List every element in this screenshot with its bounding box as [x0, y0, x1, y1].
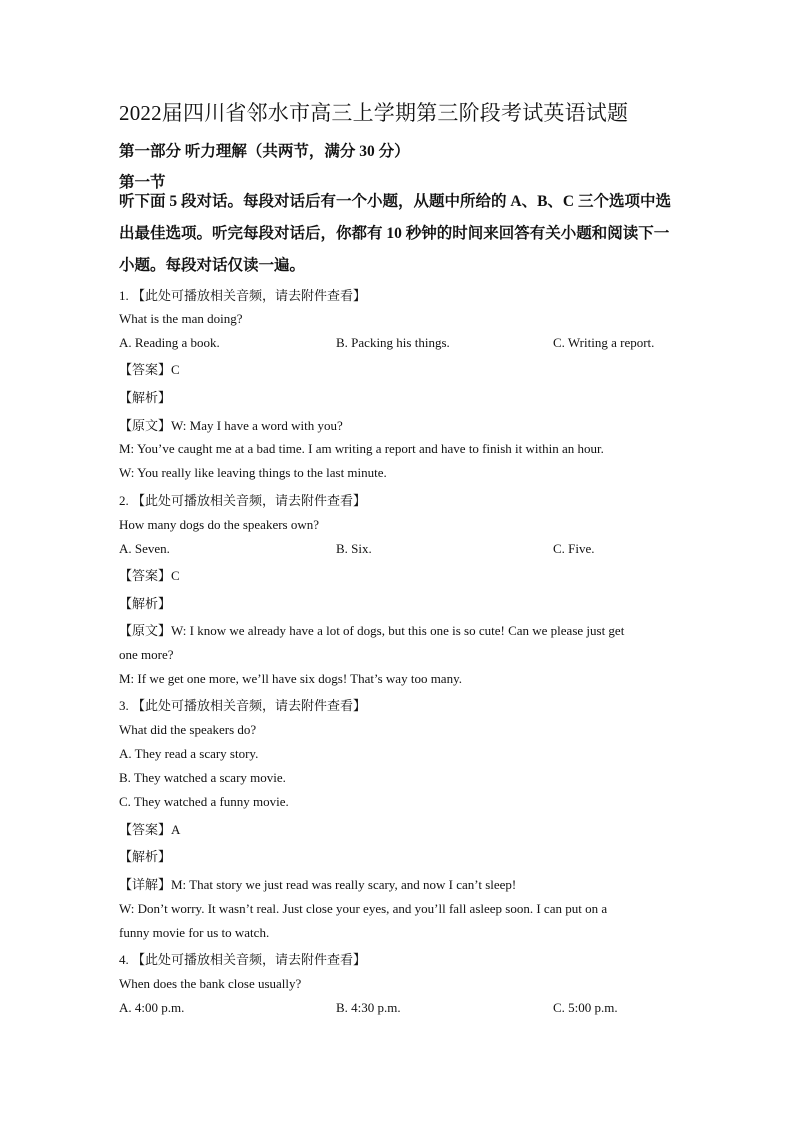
question-1-option-a: A. Reading a book. [119, 335, 220, 350]
question-1-option-c: C. Writing a report. [553, 335, 655, 350]
question-2-analysis: 【解析】 [119, 596, 172, 611]
question-3-prompt: What did the speakers do? [119, 722, 257, 737]
question-3-analysis: 【解析】 [119, 849, 172, 864]
question-3-answer: 【答案】A [119, 822, 181, 837]
question-1-header: 1. 【此处可播放相关音频，请去附件查看】 [119, 288, 367, 303]
part-heading: 第一部分 听力理解（共两节，满分 30 分） [119, 143, 410, 160]
question-1-answer: 【答案】C [119, 362, 180, 377]
question-2-option-a: A. Seven. [119, 541, 170, 556]
question-2-transcript-line: one more? [119, 647, 174, 662]
question-4-option-b: B. 4:30 p.m. [336, 1000, 401, 1015]
question-2-header: 2. 【此处可播放相关音频，请去附件查看】 [119, 493, 367, 508]
page-title: 2022届四川省邻水市高三上学期第三阶段考试英语试题 [119, 101, 629, 125]
question-4-option-a: A. 4:00 p.m. [119, 1000, 185, 1015]
question-2-answer: 【答案】C [119, 568, 180, 583]
question-3-option-c: C. They watched a funny movie. [119, 794, 289, 809]
instructions: 听下面 5 段对话。每段对话后有一个小题，从题中所给的 A、B、C 三个选项中选出最佳选项。听完每段对话后，你都有 10 秒钟的时间来回答有关小题和阅读下一小题。每段对话仅读一遍。 [119, 193, 671, 274]
question-1-transcript-line: 【原文】W: May I have a word with you? [119, 418, 343, 433]
question-2-transcript-line: M: If we get one more, we’ll have six dogs! That’s way too many. [119, 671, 462, 686]
question-2-option-b: B. Six. [336, 541, 372, 556]
question-4-option-c: C. 5:00 p.m. [553, 1000, 618, 1015]
question-1-prompt: What is the man doing? [119, 311, 243, 326]
question-2-prompt: How many dogs do the speakers own? [119, 517, 320, 532]
section-heading: 第一节 [119, 174, 166, 191]
question-2-transcript-line: 【原文】W: I know we already have a lot of dogs, but this one is so cute! Can we please just get [119, 623, 625, 638]
question-2-option-c: C. Five. [553, 541, 595, 556]
question-3-transcript-line: funny movie for us to watch. [119, 925, 270, 940]
question-1-transcript-line: M: You’ve caught me at a bad time. I am writing a report and have to finish it within an hour. [119, 441, 604, 456]
question-1-transcript-line: W: You really like leaving things to the last minute. [119, 465, 387, 480]
question-3-transcript-line: W: Don’t worry. It wasn’t real. Just close your eyes, and you’ll fall asleep soon. I can put on a [119, 901, 608, 916]
question-1-option-b: B. Packing his things. [336, 335, 450, 350]
question-4-prompt: When does the bank close usually? [119, 976, 302, 991]
question-3-transcript-line: 【详解】M: That story we just read was really scary, and now I can’t sleep! [119, 877, 517, 892]
question-3-option-b: B. They watched a scary movie. [119, 770, 286, 785]
question-1-analysis: 【解析】 [119, 390, 172, 405]
question-3-option-a: A. They read a scary story. [119, 746, 259, 761]
question-4-header: 4. 【此处可播放相关音频，请去附件查看】 [119, 952, 367, 967]
question-3-header: 3. 【此处可播放相关音频，请去附件查看】 [119, 698, 367, 713]
